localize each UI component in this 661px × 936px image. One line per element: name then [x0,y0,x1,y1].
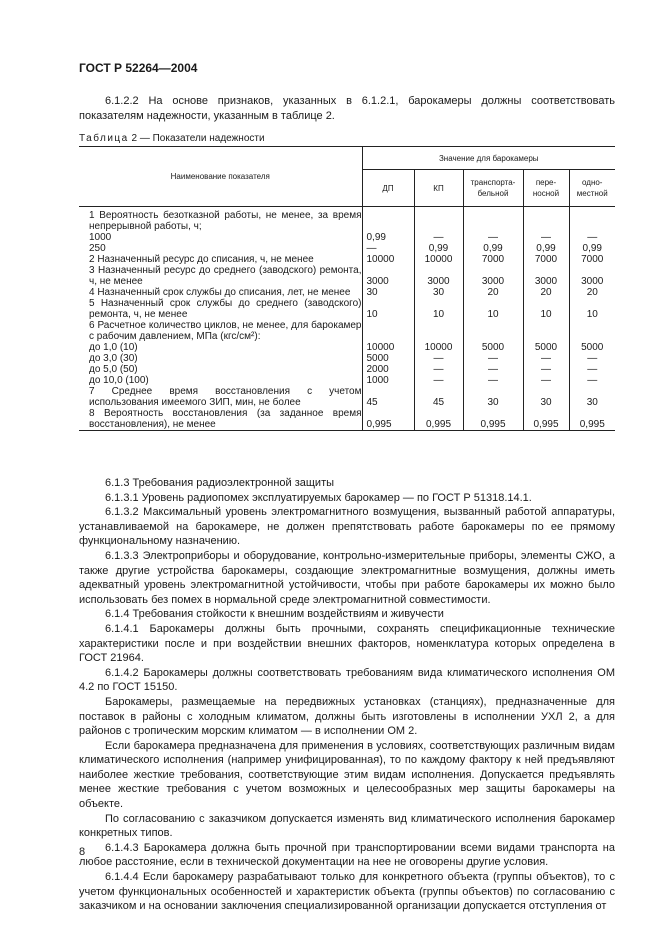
indicator-value: 5000 [362,353,414,364]
col-group-header: Значение для барокамеры [362,147,615,170]
indicator-value: 10 [362,298,414,320]
indicator-value [463,320,523,342]
col-header-4: одно-местной [569,170,615,207]
col-header-0: ДП [362,170,414,207]
indicator-value: 1000 [362,375,414,386]
indicator-value: 10 [569,298,615,320]
indicator-value: 10000 [414,254,463,265]
indicator-value: 30 [362,287,414,298]
indicator-value: 5000 [463,342,523,353]
table-row [79,353,615,364]
body-paragraph: 6.1.4.1 Барокамеры должны быть прочными, сохранять спецификационные технические характеристики после и при воздействии внешних факторов, номенклатура которых определена в ГОСТ 21964. [79,622,615,665]
table-row [79,342,615,353]
indicator-name: 1000 [89,232,112,243]
indicator-name: 7 Среднее время восстановления с учетом использования имеемого ЗИП, мин, не более [89,386,362,408]
indicator-value: — [569,353,615,364]
indicator-value: 7000 [523,254,569,265]
indicator-name: 1 Вероятность безотказной работы, не менее, за время непрерывной работы, ч; [89,210,362,232]
indicator-value: — [463,364,523,375]
page-number: 8 [79,846,86,858]
col-header-1: КП [414,170,463,207]
indicator-name: 4 Назначенный срок службы до списания, лет, не менее [89,287,351,298]
indicator-value [414,207,463,233]
table-row [79,287,615,298]
indicator-value: 10 [414,298,463,320]
indicator-value [523,320,569,342]
table-row [79,207,615,233]
reliability-table [79,146,615,431]
indicator-value: 0,99 [362,232,414,243]
indicator-value: 45 [414,386,463,408]
indicator-value: — [362,243,414,254]
indicator-value: 0,99 [569,243,615,254]
body-paragraph: По согласованию с заказчиком допускается изменять вид климатического исполнения барокамер конкретных типов. [79,812,615,840]
indicator-value: 0,995 [463,408,523,431]
indicator-name: до 3,0 (30) [89,353,138,364]
indicator-value: 20 [523,287,569,298]
table-row [79,254,615,265]
body-paragraph: 6.1.4.2 Барокамеры должны соответствовать требованиям вида климатического исполнения ОМ 4.2 по ГОСТ 15150. [79,666,615,694]
indicator-value: 0,99 [463,243,523,254]
indicator-value: 7000 [569,254,615,265]
indicator-value: — [463,232,523,243]
table-caption [79,133,265,144]
table-row [79,375,615,386]
indicator-value: 3000 [463,265,523,287]
indicator-name: 5 Назначенный срок службы до среднего (заводского) ремонта, ч, не менее [89,298,362,320]
intro-paragraph: 6.1.2.2 На основе признаков, указанных в 6.1.2.1, барокамеры должны соответствовать показателям надежности, указанным в таблице 2. [79,95,615,122]
table-row [79,408,615,431]
indicator-value: 7000 [463,254,523,265]
indicator-value: 30 [414,287,463,298]
indicator-value: — [414,364,463,375]
indicator-value: — [414,353,463,364]
indicator-value: 0,995 [414,408,463,431]
body-paragraph: 6.1.3.2 Максимальный уровень электромагнитного возмущения, вызванный работой аппаратуры, устанавливаемой на барокамере, не должен препятствовать работе барокамеры по ее прямому функциональному назначению. [79,506,615,548]
indicator-value: — [569,364,615,375]
indicator-value: — [463,353,523,364]
indicator-value: — [414,232,463,243]
document-header: ГОСТ Р 52264—2004 [79,61,198,75]
indicator-value: — [569,232,615,243]
indicator-name: 250 [89,243,106,254]
table-row [79,298,615,320]
indicator-value [463,207,523,233]
indicator-value: 30 [463,386,523,408]
indicator-name: 6 Расчетное количество циклов, не менее, для барокамер с рабочим давлением, МПа (кгс/см²): [89,320,362,342]
indicator-value: 5000 [523,342,569,353]
indicator-value: 2000 [362,364,414,375]
indicator-value: 30 [523,386,569,408]
col-header-2: транспорта-бельной [463,170,523,207]
indicator-value: 0,995 [523,408,569,431]
table-caption-text: 2 — Показатели надежности [131,133,265,144]
table-row [79,364,615,375]
body-paragraph: 6.1.4.4 Если барокамеру разрабатывают только для конкретного объекта (группы объектов), то с учетом функциональных особенностей и характеристик объекта (группы объектов) по согласованию с заказчиком и на основании заключения специализированной организации допускается отступления от [79,871,615,913]
body-paragraph: Барокамеры, размещаемые на передвижных установках (станциях), предназначенные для поставок в районы с холодным климатом, должны быть изготовлены в исполнении УХЛ 2, а для районов с тропическим морским климатом — в исполнении ОМ 2. [79,695,615,738]
indicator-value: — [463,375,523,386]
body-paragraph: 6.1.4 Требования стойкости к внешним воздействиям и живучести [105,608,444,621]
col-header-3: пере-носной [523,170,569,207]
indicator-value: 0,995 [362,408,414,431]
body-paragraph: 6.1.3.1 Уровень радиопомех эксплуатируемых барокамер — по ГОСТ Р 51318.14.1. [105,491,532,504]
indicator-value: 10000 [362,254,414,265]
indicator-name: до 5,0 (50) [89,364,138,375]
indicator-value: 5000 [569,342,615,353]
body-paragraph: Если барокамера предназначена для применения в условиях, соответствующих различным видам климатического исполнения (например унифицированная), то по каждому фактору к ней предъявляют наиболее жесткие требования, соответствующие этим видам исполнения. Допускается предъявлять менее жесткие требования с учетом возможных и целесообразных мер защиты барокамеры на объекте. [79,739,615,811]
indicator-value [523,207,569,233]
indicator-value: 0,99 [414,243,463,254]
table-row [79,320,615,342]
indicator-name: 8 Вероятность восстановления (за заданное время восстановления), не менее [79,408,362,431]
indicator-value: 3000 [362,265,414,287]
indicator-value: 10 [523,298,569,320]
table-row [79,243,615,254]
table-caption-prefix: Таблица [79,133,129,144]
indicator-value [569,207,615,233]
indicator-value [569,320,615,342]
body-text [79,476,615,914]
body-paragraph: 6.1.4.3 Барокамера должна быть прочной при транспортировании всеми видами транспорта на любое расстояние, если в технической документации на нее не оговорены другие условия. [79,841,615,869]
indicator-value: — [523,353,569,364]
indicator-value [362,320,414,342]
indicator-value: — [523,232,569,243]
col-header-name: Наименование показателя [79,147,362,207]
indicator-value: 10000 [414,342,463,353]
indicator-value: 10000 [362,342,414,353]
indicator-value: 45 [362,386,414,408]
indicator-value: — [523,364,569,375]
body-paragraph: 6.1.3.3 Электроприборы и оборудование, контрольно-измерительные приборы, элементы СЖО, а также другие устройства барокамеры, создающие электромагнитные возмущения, должны иметь адекватный уровень электромагнитной устойчивости, чтобы при работе барокамеры их можно было использовать без помех в нормальной среде электромагнитной совместимости. [79,549,615,606]
indicator-value: 0,995 [569,408,615,431]
body-paragraph: 6.1.3 Требования радиоэлектронной защиты [105,477,335,489]
table-row [79,265,615,287]
indicator-value: 3000 [523,265,569,287]
indicator-value: — [414,375,463,386]
table-row [79,232,615,243]
indicator-value: 3000 [569,265,615,287]
indicator-value: 30 [569,386,615,408]
indicator-name: до 10,0 (100) [89,375,149,386]
indicator-name: 3 Назначенный ресурс до среднего (заводского) ремонта, ч, не менее [89,265,362,287]
indicator-value: 20 [569,287,615,298]
indicator-name: до 1,0 (10) [89,342,138,353]
indicator-value [362,207,414,233]
indicator-value [414,320,463,342]
indicator-value: — [523,375,569,386]
table-row [79,386,615,408]
indicator-value: 20 [463,287,523,298]
indicator-value: — [569,375,615,386]
indicator-value: 10 [463,298,523,320]
indicator-value: 0,99 [523,243,569,254]
indicator-value: 3000 [414,265,463,287]
indicator-name: 2 Назначенный ресурс до списания, ч, не менее [89,254,314,265]
